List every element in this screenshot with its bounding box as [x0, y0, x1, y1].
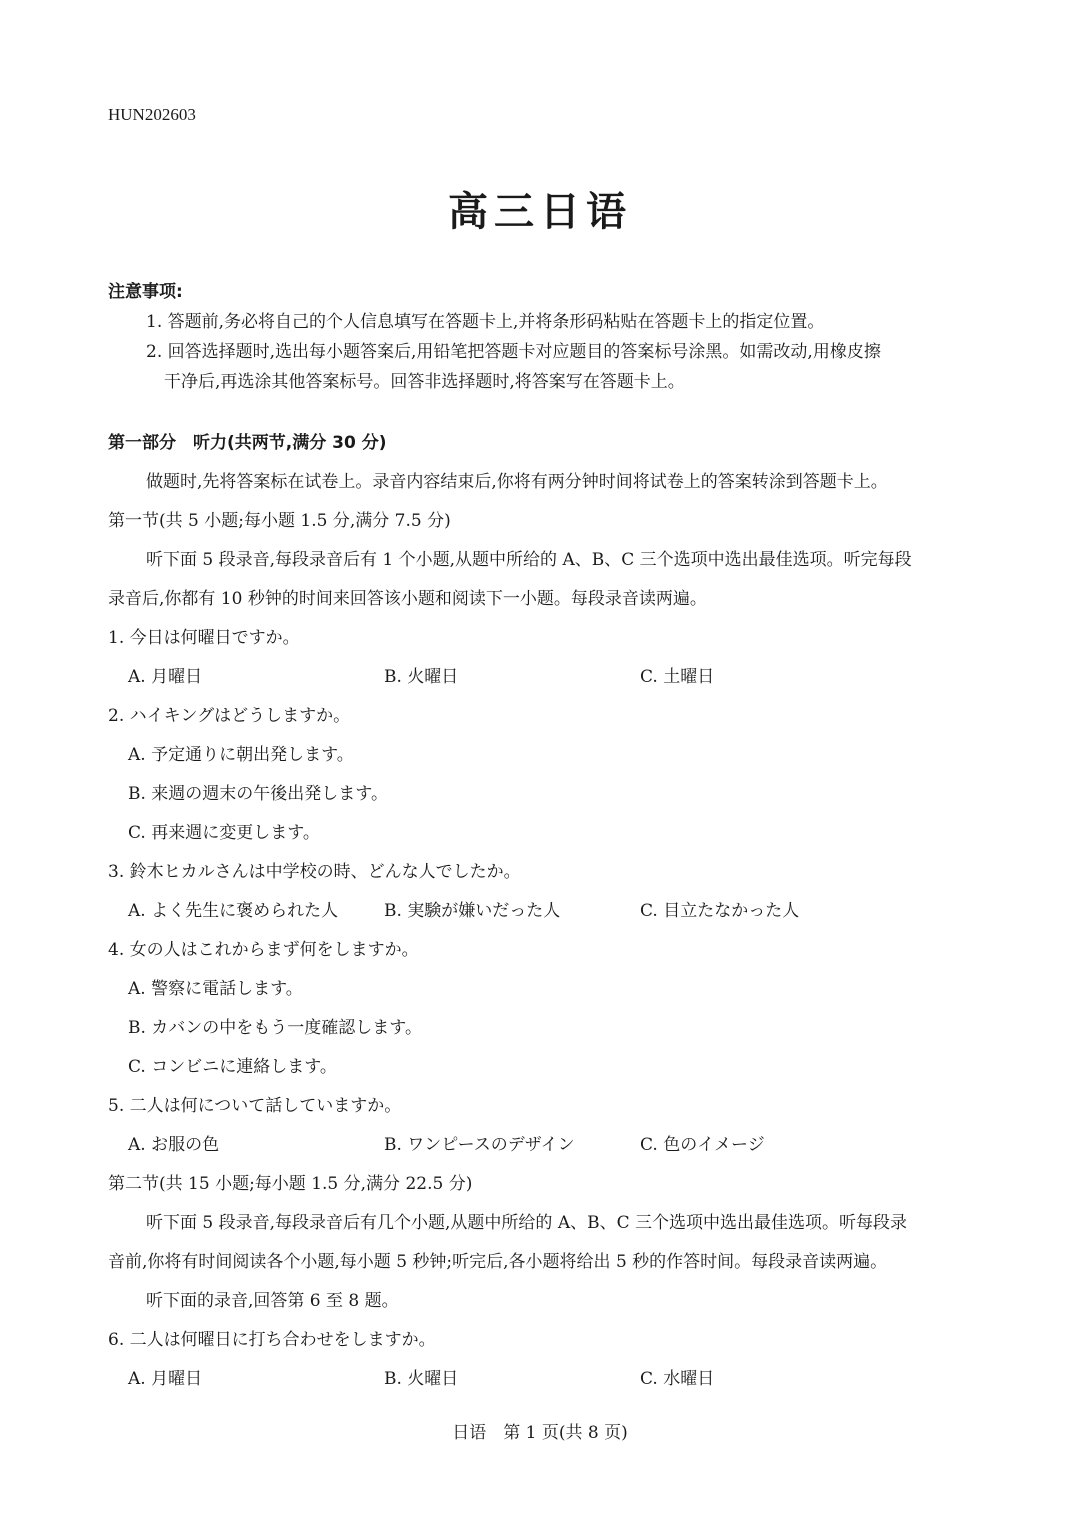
question-3: 3. 鈴木ヒカルさんは中学校の時、どんな人でしたか。	[108, 862, 521, 882]
notice-item-1: 1. 答题前,务必将自己的个人信息填写在答题卡上,并将条形码粘贴在答题卡上的指定位置。	[146, 312, 825, 332]
notice-heading: 注意事项:	[108, 282, 183, 302]
q5-option-c: C. 色のイメージ	[640, 1135, 765, 1155]
q6-option-b: B. 火曜日	[384, 1369, 459, 1389]
exam-code: HUN202603	[108, 105, 196, 124]
notice-item-2-line1: 2. 回答选择题时,选出每小题答案后,用铅笔把答题卡对应题目的答案标号涂黑。如需改动,用橡皮擦	[146, 342, 881, 362]
q2-option-c: C. 再来週に変更します。	[128, 823, 320, 843]
question-5: 5. 二人は何について話していますか。	[108, 1096, 402, 1116]
part1-heading: 第一部分 听力(共两节,满分 30 分)	[108, 433, 387, 453]
q3-option-b: B. 実験が嫌いだった人	[384, 901, 561, 921]
q5-option-b: B. ワンピースのデザイン	[384, 1135, 575, 1155]
section2-instr-line2: 音前,你将有时间阅读各个小题,每小题 5 秒钟;听完后,各小题将给出 5 秒的作答时间。每段录音读两遍。	[108, 1252, 888, 1272]
q4-option-b: B. カバンの中をもう一度確認します。	[128, 1018, 422, 1038]
q1-option-b: B. 火曜日	[384, 667, 459, 687]
page-footer: 日语 第 1 页(共 8 页)	[452, 1423, 628, 1443]
q5-option-a: A. お服の色	[128, 1135, 220, 1155]
section2-instr-line1: 听下面 5 段录音,每段录音后有几个小题,从题中所给的 A、B、C 三个选项中选出最佳选项。听每段录	[146, 1213, 908, 1233]
question-2: 2. ハイキングはどうしますか。	[108, 706, 351, 726]
part1-intro: 做题时,先将答案标在试卷上。录音内容结束后,你将有两分钟时间将试卷上的答案转涂到答题卡上。	[146, 472, 888, 492]
q4-option-c: C. コンビニに連絡します。	[128, 1057, 337, 1077]
section1-heading: 第一节(共 5 小题;每小题 1.5 分,满分 7.5 分)	[108, 511, 451, 531]
question-4: 4. 女の人はこれからまず何をしますか。	[108, 940, 419, 960]
q2-option-b: B. 来週の週末の午後出発します。	[128, 784, 388, 804]
question-6: 6. 二人は何曜日に打ち合わせをしますか。	[108, 1330, 436, 1350]
notice-item-2-line2: 干净后,再选涂其他答案标号。回答非选择题时,将答案写在答题卡上。	[164, 372, 685, 392]
section1-instr-line2: 录音后,你都有 10 秒钟的时间来回答该小题和阅读下一小题。每段录音读两遍。	[108, 589, 707, 609]
section1-instr-line1: 听下面 5 段录音,每段录音后有 1 个小题,从题中所给的 A、B、C 三个选项中选出最佳选项。听完每段	[146, 550, 912, 570]
page-title: 高三日语	[448, 189, 632, 235]
section2-heading: 第二节(共 15 小题;每小题 1.5 分,满分 22.5 分)	[108, 1174, 473, 1194]
q2-option-a: A. 予定通りに朝出発します。	[128, 745, 354, 765]
q3-option-a: A. よく先生に褒められた人	[128, 901, 339, 921]
section2-listen-note: 听下面的录音,回答第 6 至 8 题。	[146, 1291, 399, 1311]
q4-option-a: A. 警察に電話します。	[128, 979, 303, 999]
q1-option-c: C. 土曜日	[640, 667, 715, 687]
q6-option-a: A. 月曜日	[128, 1369, 203, 1389]
question-1: 1. 今日は何曜日ですか。	[108, 628, 300, 648]
q1-option-a: A. 月曜日	[128, 667, 203, 687]
q6-option-c: C. 水曜日	[640, 1369, 715, 1389]
q3-option-c: C. 目立たなかった人	[640, 901, 800, 921]
